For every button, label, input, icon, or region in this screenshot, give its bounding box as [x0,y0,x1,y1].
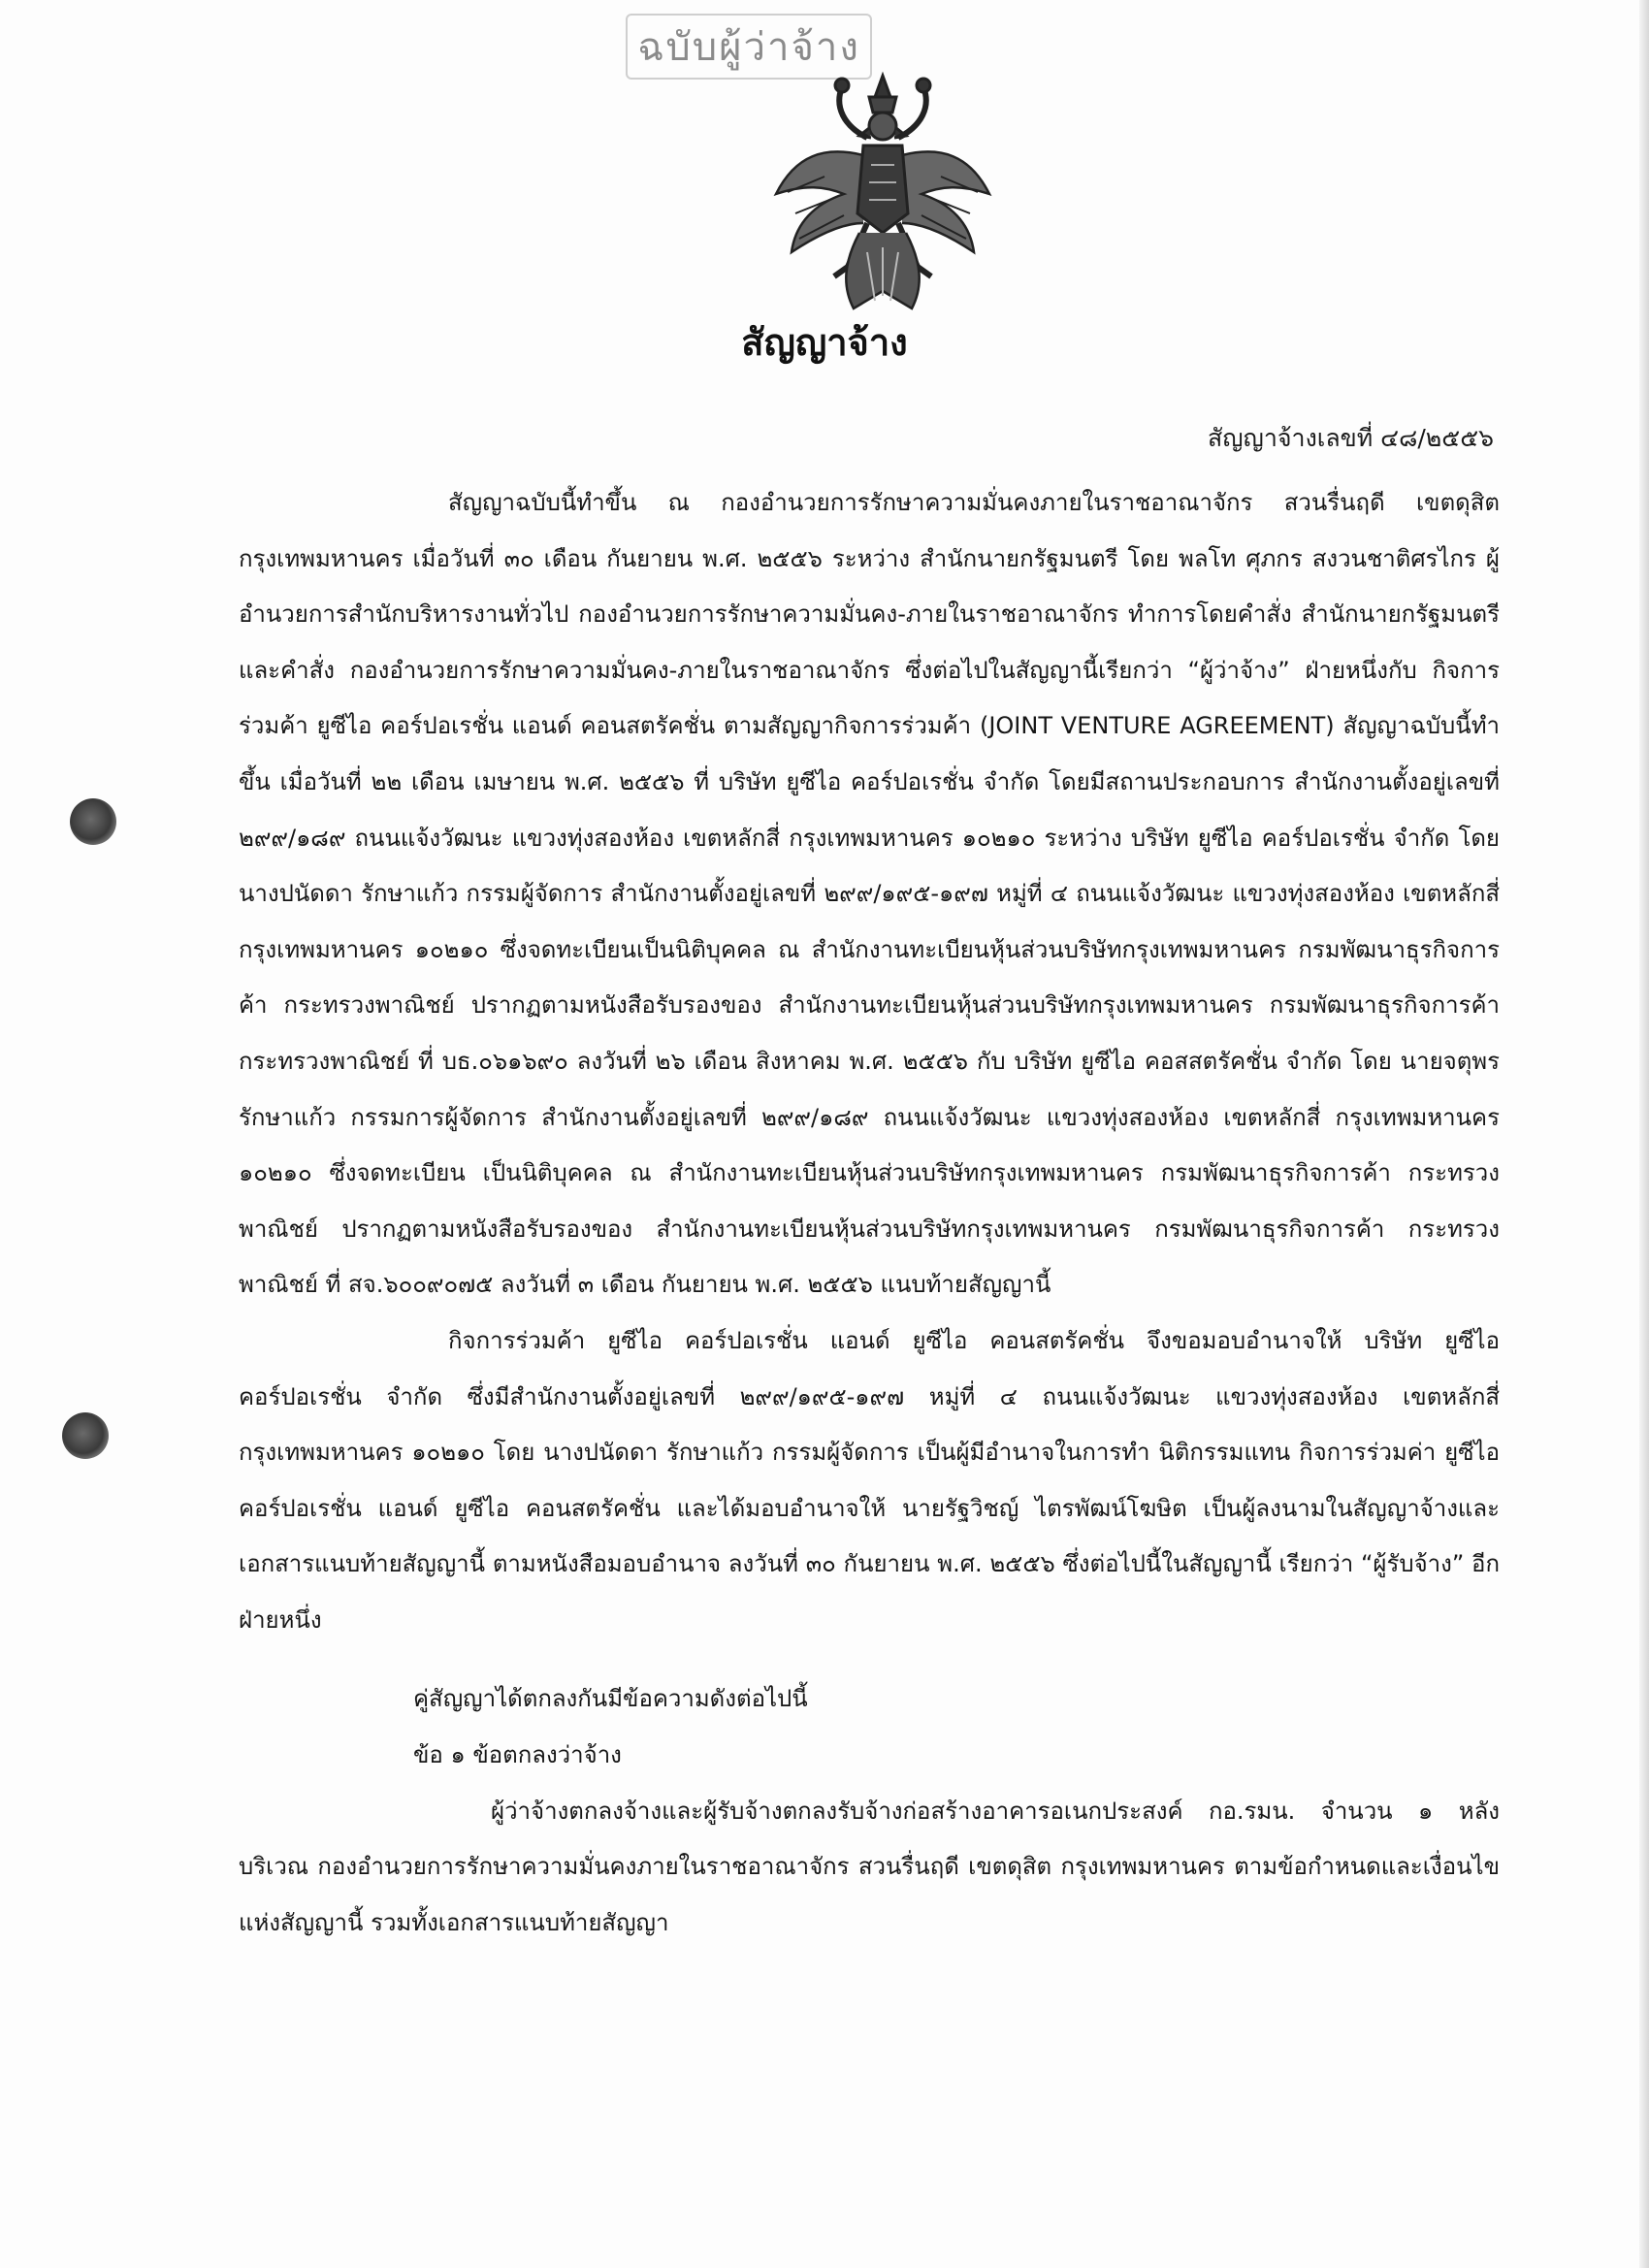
contract-number: สัญญาจ้างเลขที่ ๔๘/๒๕๕๖ [1208,424,1494,452]
punch-hole [62,1412,109,1459]
document-title: สัญญาจ้าง [741,321,908,364]
clause-1-heading: ข้อ ๑ ข้อตกลงว่าจ้าง [413,1741,622,1769]
agreement-intro: คู่สัญญาได้ตกลงกันมีข้อความดังต่อไปนี้ [413,1685,808,1713]
clause-1-text: ผู้ว่าจ้างตกลงจ้างและผู้รับจ้างตกลงรับจ้างก่อสร้างอาคารอเนกประสงค์ กอ.รมน. จำนวน ๑ หลัง บริเวณ กองอำนวยการรักษาความมั่นคงภายในราชอาณาจักร สวนรื่นฤดี เขตดุสิต กรุงเทพมหานคร ตามข้อกำหนดและเงื่อนไขแห่งสัญญานี้ รวมทั้งเอกสารแนบท้ายสัญญา [239,1797,1500,1936]
punch-hole [70,798,116,845]
spacer [239,1648,1500,1671]
copy-stamp-text: ฉบับผู้ว่าจ้าง [626,14,872,80]
paragraph-parties: สัญญาฉบับนี้ทำขึ้น ณ กองอำนวยการรักษาความมั่นคงภายในราชอาณาจักร สวนรื่นฤดี เขตดุสิต กรุงเทพมหานคร เมื่อวันที่ ๓๐ เดือน กันยายน พ.ศ. ๒๕๕๖ ระหว่าง สำนักนายกรัฐมนตรี โดย พลโท ศุภกร สงวนชาติศรไกร ผู้อำนวยการสำนักบริหารงานทั่วไป กองอำนวยการรักษาความมั่นคง-ภายในราชอาณาจักร ทำการโดยคำสั่ง สำนักนายกรัฐมนตรี และคำสั่ง กองอำนวยการรักษาความมั่นคง-ภายในราชอาณาจักร ซึ่งต่อไปในสัญญานี้เรียกว่า “ผู้ว่าจ้าง” ฝ่ายหนึ่งกับ กิจการร่วมค้า ยูซีไอ คอร์ปอเรชั่น แอนด์ คอนสตรัคชั่น ตามสัญญากิจการร่วมค้า (JOINT VENTURE AGREEMENT) สัญญาฉบับนี้ทำขึ้น เมื่อวันที่ ๒๒ เดือน เมษายน พ.ศ. ๒๕๕๖ ที่ บริษัท ยูซีไอ คอร์ปอเรชั่น จำกัด โดยมีสถานประกอบการ สำนักงานตั้งอยู่เลขที่ ๒๙๙/๑๘๙ ถนนแจ้งวัฒนะ แขวงทุ่งสองห้อง เขตหลักสี่ กรุงเทพมหานคร ๑๐๒๑๐ ระหว่าง บริษัท ยูซีไอ คอร์ปอเรชั่น จำกัด โดย นางปนัดดา รักษาแก้ว กรรมผู้จัดการ สำนักงานตั้งอยู่เลขที่ ๒๙๙/๑๙๕-๑๙๗ หมู่ที่ ๔ ถนนแจ้งวัฒนะ แขวงทุ่งสองห้อง เขตหลักสี่ กรุงเทพมหานคร ๑๐๒๑๐ ซึ่งจดทะเบียนเป็นนิติบุคคล ณ สำนักงานทะเบียนหุ้นส่วนบริษัทกรุงเทพมหานคร กรมพัฒนาธุรกิจการค้า กระทรวงพาณิชย์ ปรากฏตามหนังสือรับรองของ สำนักงานทะเบียนหุ้นส่วนบริษัทกรุงเทพมหานคร กรมพัฒนาธุรกิจการค้า กระทรวงพาณิชย์ ที่ บธ.๐๖๑๖๙๐ ลงวันที่ ๒๖ เดือน สิงหาคม พ.ศ. ๒๕๕๖ กับ บริษัท ยูซีไอ คอสสตรัคชั่น จำกัด โดย นายจตุพร รักษาแก้ว กรรมการผู้จัดการ สำนักงานตั้งอยู่เลขที่ ๒๙๙/๑๘๙ ถนนแจ้งวัฒนะ แขวงทุ่งสองห้อง เขตหลักสี่ กรุงเทพมหานคร ๑๐๒๑๐ ซึ่งจดทะเบียน เป็นนิติบุคคล ณ สำนักงานทะเบียนหุ้นส่วนบริษัทกรุงเทพมหานคร กรมพัฒนาธุรกิจการค้า กระทรวงพาณิชย์ ปรากฏตามหนังสือรับรองของ สำนักงานทะเบียนหุ้นส่วนบริษัทกรุงเทพมหานคร กรมพัฒนาธุรกิจการค้า กระทรวงพาณิชย์ ที่ สจ.๖๐๐๙๐๗๕ ลงวันที่ ๓ เดือน กันยายน พ.ศ. ๒๕๕๖ แนบท้ายสัญญานี้ [239,489,1500,1299]
paragraph-authorization: กิจการร่วมค้า ยูซีไอ คอร์ปอเรชั่น แอนด์ ยูซีไอ คอนสตรัคชั่น จึงขอมอบอำนาจให้ บริษัท ยูซีไอ คอร์ปอเรชั่น จำกัด ซึ่งมีสำนักงานตั้งอยู่เลขที่ ๒๙๙/๑๙๕-๑๙๗ หมู่ที่ ๔ ถนนแจ้งวัฒนะ แขวงทุ่งสองห้อง เขตหลักสี่ กรุงเทพมหานคร ๑๐๒๑๐ โดย นางปนัดดา รักษาแก้ว กรรมผู้จัดการ เป็นผู้มีอำนาจในการทำ นิติกรรมแทน กิจการร่วมค่า ยูซีไอ คอร์ปอเรชั่น แอนด์ ยูซีไอ คอนสตรัคชั่น และได้มอบอำนาจให้ นายรัฐวิชญ์ ไตรพัฒน์โฆษิต เป็นผู้ลงนามในสัญญาจ้างและเอกสารแนบท้ายสัญญานี้ ตามหนังสือมอบอำนาจ ลงวันที่ ๓๐ กันยายน พ.ศ. ๒๕๕๖ ซึ่งต่อไปนี้ในสัญญานี้ เรียกว่า “ผู้รับจ้าง” อีกฝ่ายหนึ่ง [239,1326,1500,1634]
contract-body [239,475,1500,1951]
garuda-emblem-icon [766,68,999,320]
